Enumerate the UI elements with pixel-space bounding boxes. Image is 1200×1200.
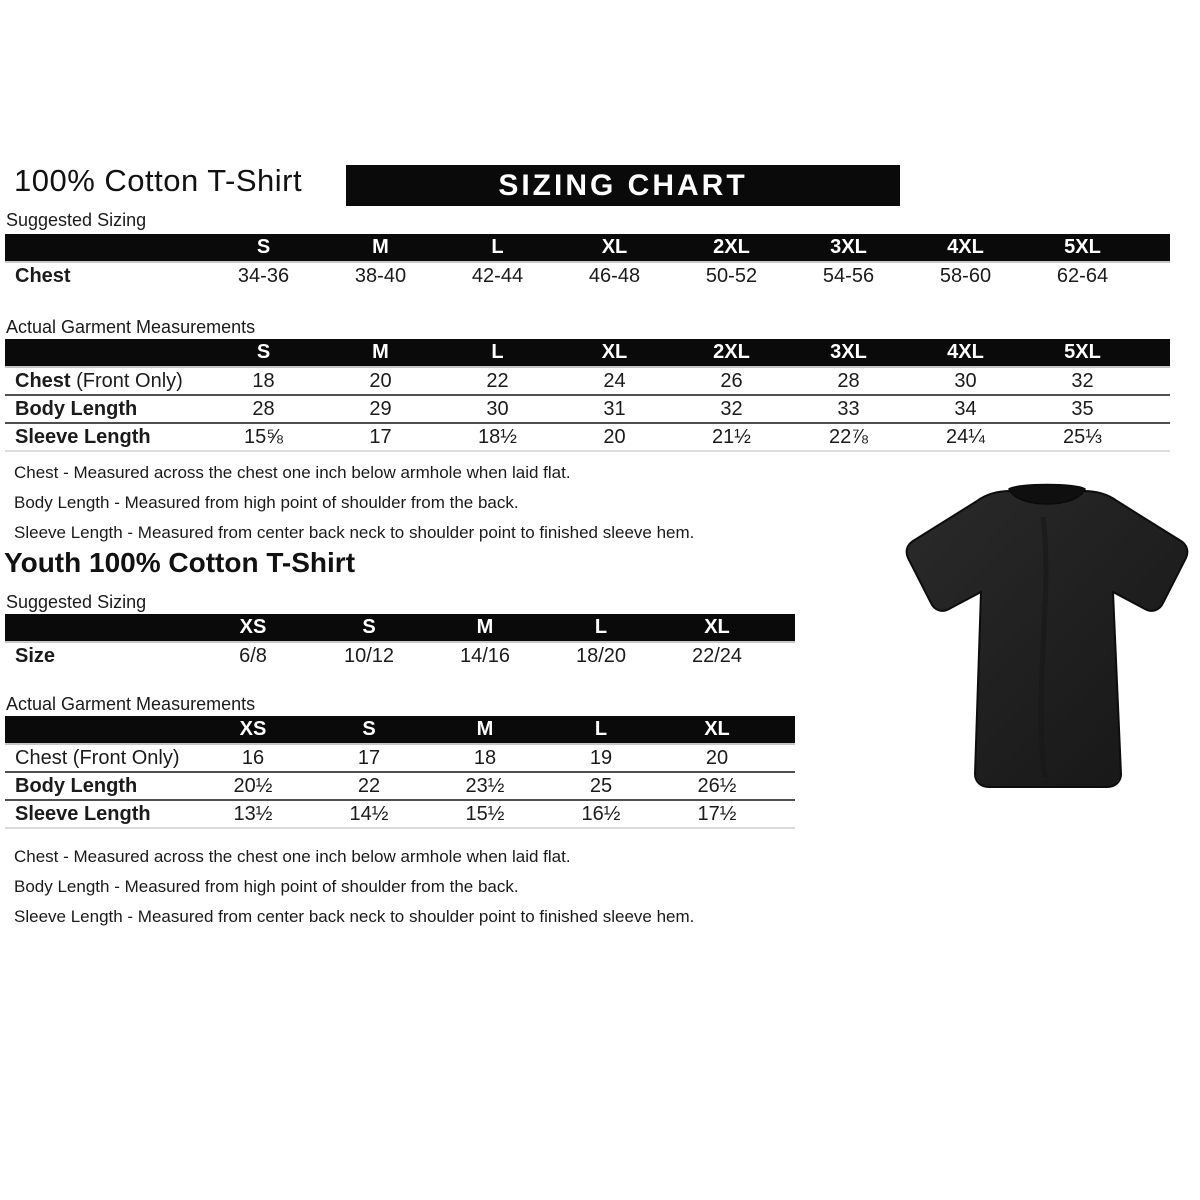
youth-actual-measurements-label: Actual Garment Measurements bbox=[6, 694, 256, 714]
column-header: XS bbox=[195, 614, 311, 642]
measurement-cell: 46-48 bbox=[588, 265, 641, 287]
measurement-cell: 33 bbox=[790, 395, 907, 423]
row-label: Sleeve Length bbox=[5, 423, 205, 451]
table-row bbox=[5, 367, 1170, 395]
measurement-cell: 17½ bbox=[659, 800, 775, 828]
column-header: M bbox=[322, 234, 439, 262]
measurement-cell: 18/20 bbox=[575, 645, 627, 667]
column-header: XL bbox=[659, 614, 775, 642]
column-header: 5XL bbox=[1024, 234, 1141, 262]
row-right-spacer bbox=[775, 772, 795, 800]
note-body-length: Body Length - Measured from high point of shoulder from the back. bbox=[14, 493, 519, 512]
row-label: Sleeve Length bbox=[5, 800, 195, 828]
measurement-cell: 34-36 bbox=[237, 265, 290, 287]
table-row bbox=[5, 772, 795, 800]
tshirt-image bbox=[893, 477, 1193, 808]
measurement-cell: 22 bbox=[486, 369, 509, 392]
column-header: M bbox=[427, 716, 543, 744]
measurement-cell: 22/24 bbox=[691, 645, 743, 667]
measurement-cell: 58-60 bbox=[939, 265, 992, 287]
table-row bbox=[5, 642, 795, 670]
measurement-cell: 62-64 bbox=[1056, 265, 1109, 287]
column-header: 2XL bbox=[673, 234, 790, 262]
measurement-cell: 26½ bbox=[659, 772, 775, 800]
header-label-spacer bbox=[5, 339, 205, 367]
row-right-spacer bbox=[1141, 423, 1170, 451]
header-row bbox=[5, 234, 1170, 262]
measurement-cell: 30 bbox=[954, 369, 977, 392]
column-header: 5XL bbox=[1024, 339, 1141, 367]
row-right-spacer bbox=[1141, 395, 1170, 423]
measurement-cell: 29 bbox=[322, 395, 439, 423]
table-row bbox=[5, 744, 795, 772]
measurement-cell: 32 bbox=[673, 395, 790, 423]
measurement-cell: 16½ bbox=[543, 800, 659, 828]
measurement-cell: 28 bbox=[205, 395, 322, 423]
youth-suggested-sizing-table bbox=[5, 614, 795, 670]
adult-title: 100% Cotton T-Shirt bbox=[14, 163, 303, 198]
measurement-cell: 17 bbox=[357, 746, 381, 769]
column-header: XS bbox=[195, 716, 311, 744]
sizing-table bbox=[5, 716, 795, 829]
measurement-cell: 18 bbox=[252, 369, 275, 392]
measurement-cell: 54-56 bbox=[822, 265, 875, 287]
row-label: Body Length bbox=[5, 772, 195, 800]
column-header: 4XL bbox=[907, 234, 1024, 262]
measurement-cell: 50-52 bbox=[705, 265, 758, 287]
youth-actual-measurements-table bbox=[5, 716, 795, 829]
table-row bbox=[5, 423, 1170, 451]
row-label: Chest (Front Only) bbox=[15, 369, 183, 392]
measurement-cell: 24 bbox=[603, 369, 626, 392]
column-header: XL bbox=[556, 339, 673, 367]
measurement-cell: 15½ bbox=[427, 800, 543, 828]
column-header: L bbox=[543, 716, 659, 744]
column-header: 3XL bbox=[790, 339, 907, 367]
measurement-cell: 14/16 bbox=[459, 645, 511, 667]
measurement-cell: 35 bbox=[1024, 395, 1141, 423]
header-label-spacer bbox=[5, 234, 205, 262]
header-right-spacer bbox=[1141, 234, 1170, 262]
measurement-cell: 21½ bbox=[673, 423, 790, 451]
column-header: L bbox=[439, 234, 556, 262]
adult-suggested-sizing-table bbox=[5, 234, 1170, 290]
header-right-spacer bbox=[1141, 339, 1170, 367]
measurement-cell: 25⅓ bbox=[1024, 423, 1141, 451]
column-header: XL bbox=[659, 716, 775, 744]
measurement-cell: 28 bbox=[837, 369, 860, 392]
row-right-spacer bbox=[775, 800, 795, 828]
measurement-cell: 23½ bbox=[427, 772, 543, 800]
column-header: XL bbox=[556, 234, 673, 262]
header-label-spacer bbox=[5, 716, 195, 744]
measurement-cell: 20 bbox=[369, 369, 392, 392]
row-right-spacer bbox=[775, 642, 795, 670]
table-row bbox=[5, 262, 1170, 290]
measurement-cell: 17 bbox=[322, 423, 439, 451]
measurement-cell: 30 bbox=[439, 395, 556, 423]
column-header: S bbox=[205, 234, 322, 262]
youth-title: Youth 100% Cotton T-Shirt bbox=[4, 547, 356, 578]
measurement-cell: 6/8 bbox=[239, 645, 267, 667]
row-label: Size bbox=[15, 645, 56, 667]
sizing-table bbox=[5, 234, 1170, 290]
measurement-cell: 20 bbox=[556, 423, 673, 451]
row-right-spacer bbox=[775, 744, 795, 772]
measurement-cell: 42-44 bbox=[471, 265, 524, 287]
note-chest: Chest - Measured across the chest one inch below armhole when laid flat. bbox=[14, 463, 571, 482]
note-sleeve-length: Sleeve Length - Measured from center back neck to shoulder point to finished sleeve hem. bbox=[14, 907, 695, 926]
measurement-cell: 34 bbox=[907, 395, 1024, 423]
column-header: L bbox=[543, 614, 659, 642]
adult-actual-measurements-table bbox=[5, 339, 1170, 452]
measurement-cell: 10/12 bbox=[343, 645, 395, 667]
column-header: M bbox=[427, 614, 543, 642]
measurement-cell: 38-40 bbox=[354, 265, 407, 287]
adult-measurement-notes bbox=[14, 458, 694, 548]
header-right-spacer bbox=[775, 614, 795, 642]
header-row bbox=[5, 716, 795, 744]
adult-suggested-sizing-label: Suggested Sizing bbox=[6, 210, 147, 230]
row-right-spacer bbox=[1141, 367, 1170, 395]
column-header: 3XL bbox=[790, 234, 907, 262]
header-row bbox=[5, 614, 795, 642]
measurement-cell: 14½ bbox=[311, 800, 427, 828]
header-row bbox=[5, 339, 1170, 367]
sizing-table bbox=[5, 339, 1170, 452]
table-row bbox=[5, 395, 1170, 423]
header-label-spacer bbox=[5, 614, 195, 642]
measurement-cell: 24¼ bbox=[907, 423, 1024, 451]
measurement-cell: 18 bbox=[473, 746, 497, 769]
measurement-cell: 20 bbox=[705, 746, 729, 769]
note-sleeve-length: Sleeve Length - Measured from center back neck to shoulder point to finished sleeve hem. bbox=[14, 523, 695, 542]
table-row bbox=[5, 800, 795, 828]
row-label: Chest (Front Only) bbox=[15, 746, 180, 769]
measurement-cell: 13½ bbox=[195, 800, 311, 828]
header-right-spacer bbox=[775, 716, 795, 744]
measurement-cell: 16 bbox=[241, 746, 265, 769]
measurement-cell: 18½ bbox=[439, 423, 556, 451]
sizing-chart-banner: SIZING CHART bbox=[346, 165, 900, 206]
row-label: Body Length bbox=[5, 395, 205, 423]
column-header: S bbox=[311, 716, 427, 744]
measurement-cell: 19 bbox=[589, 746, 613, 769]
youth-suggested-sizing-label: Suggested Sizing bbox=[6, 592, 147, 612]
measurement-cell: 20½ bbox=[195, 772, 311, 800]
adult-actual-measurements-label: Actual Garment Measurements bbox=[6, 317, 256, 337]
column-header: 4XL bbox=[907, 339, 1024, 367]
row-right-spacer bbox=[1141, 262, 1170, 290]
note-body-length: Body Length - Measured from high point of shoulder from the back. bbox=[14, 877, 519, 896]
measurement-cell: 15⅝ bbox=[205, 423, 322, 451]
measurement-cell: 22⅞ bbox=[790, 423, 907, 451]
row-label: Chest bbox=[15, 265, 71, 287]
note-chest: Chest - Measured across the chest one inch below armhole when laid flat. bbox=[14, 847, 571, 866]
youth-measurement-notes bbox=[14, 842, 694, 932]
measurement-cell: 25 bbox=[543, 772, 659, 800]
black-tshirt-graphic bbox=[893, 477, 1193, 808]
measurement-cell: 31 bbox=[556, 395, 673, 423]
column-header: S bbox=[311, 614, 427, 642]
column-header: M bbox=[322, 339, 439, 367]
measurement-cell: 22 bbox=[311, 772, 427, 800]
measurement-cell: 32 bbox=[1071, 369, 1094, 392]
measurement-cell: 26 bbox=[720, 369, 743, 392]
sizing-table bbox=[5, 614, 795, 670]
column-header: 2XL bbox=[673, 339, 790, 367]
column-header: S bbox=[205, 339, 322, 367]
column-header: L bbox=[439, 339, 556, 367]
